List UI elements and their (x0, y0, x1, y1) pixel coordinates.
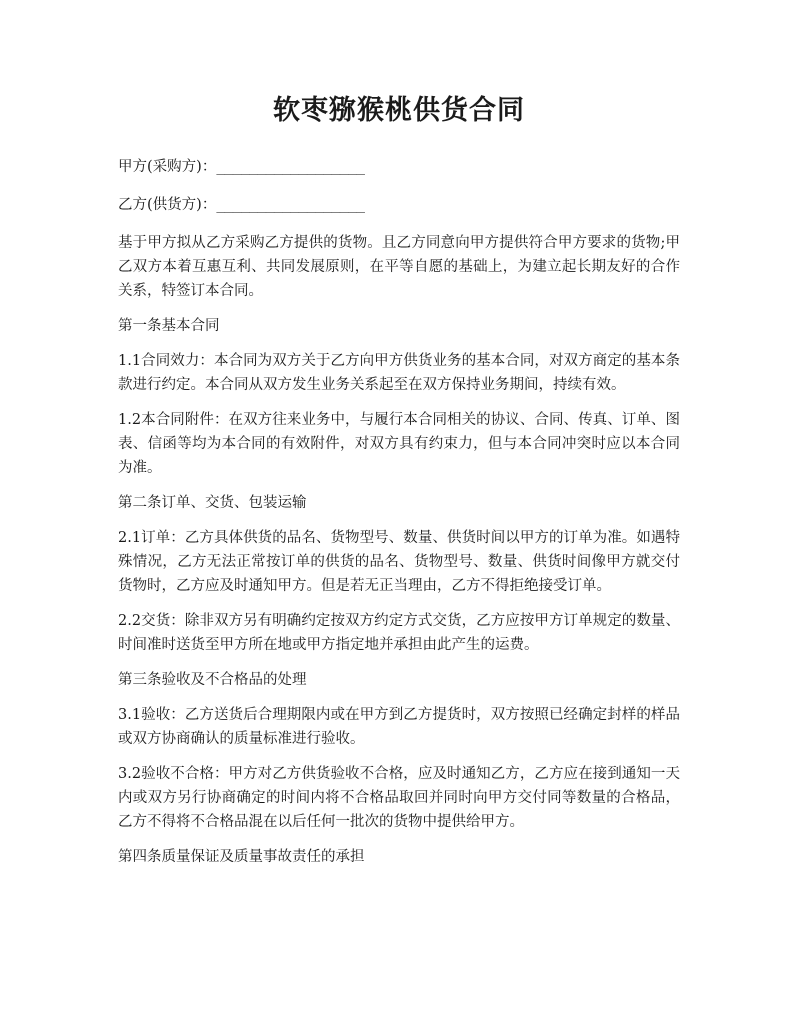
party-a-line (118, 155, 680, 179)
clause-1-2: 1.2本合同附件：在双方往来业务中，与履行本合同相关的协议、合同、传真、订单、图表、信函等均为本合同的有效附件，对双方具有约束力，但与本合同冲突时应以本合同为准。 (118, 412, 680, 476)
clause-2-1: 2.1订单：乙方具体供货的品名、货物型号、数量、供货时间以甲方的订单为准。如遇特殊情况，乙方无法正常按订单的供货的品名、货物型号、数量、供货时间像甲方就交付货物时，乙方应及时通知甲方。但是若无正当理由，乙方不得拒绝接受订单。 (118, 530, 680, 594)
party-a-blank: __________________ (216, 159, 365, 175)
document-title: 软枣猕猴桃供货合同 (273, 95, 525, 126)
party-b-label: 乙方(供货方)： (118, 197, 217, 213)
section-heading-4: 第四条质量保证及质量事故责任的承担 (118, 849, 365, 865)
clause-2-2: 2.2交货：除非双方另有明确约定按双方约定方式交货，乙方应按甲方订单规定的数量、时间准时送货至甲方所在地或甲方指定地并承担由此产生的运费。 (118, 613, 680, 653)
clause-3-1: 3.1验收：乙方送货后合理期限内或在甲方到乙方提货时，双方按照已经确定封样的样品或双方协商确认的质量标准进行验收。 (118, 707, 680, 747)
section-heading-3: 第三条验收及不合格品的处理 (118, 672, 307, 688)
section-heading-2: 第二条订单、交货、包装运输 (118, 495, 307, 511)
party-b-line (118, 193, 680, 217)
party-b-blank: __________________ (216, 197, 365, 213)
section-heading-1: 第一条基本合同 (118, 318, 220, 334)
clause-3-2: 3.2验收不合格：甲方对乙方供货验收不合格，应及时通知乙方，乙方应在接到通知一天内或双方另行协商确定的时间内将不合格品取回并同时向甲方交付同等数量的合格品，乙方不得将不合格品混在以后任何一批次的货物中提供给甲方。 (118, 766, 680, 830)
intro-paragraph: 基于甲方拟从乙方采购乙方提供的货物。且乙方同意向甲方提供符合甲方要求的货物;甲乙双方本着互惠互利、共同发展原则，在平等自愿的基础上，为建立起长期友好的合作关系，特签订本合同。 (118, 235, 680, 299)
party-a-label: 甲方(采购方)： (118, 159, 217, 175)
clause-1-1: 1.1合同效力：本合同为双方关于乙方向甲方供货业务的基本合同，对双方商定的基本条款进行约定。本合同从双方发生业务关系起至在双方保持业务期间，持续有效。 (118, 353, 680, 393)
